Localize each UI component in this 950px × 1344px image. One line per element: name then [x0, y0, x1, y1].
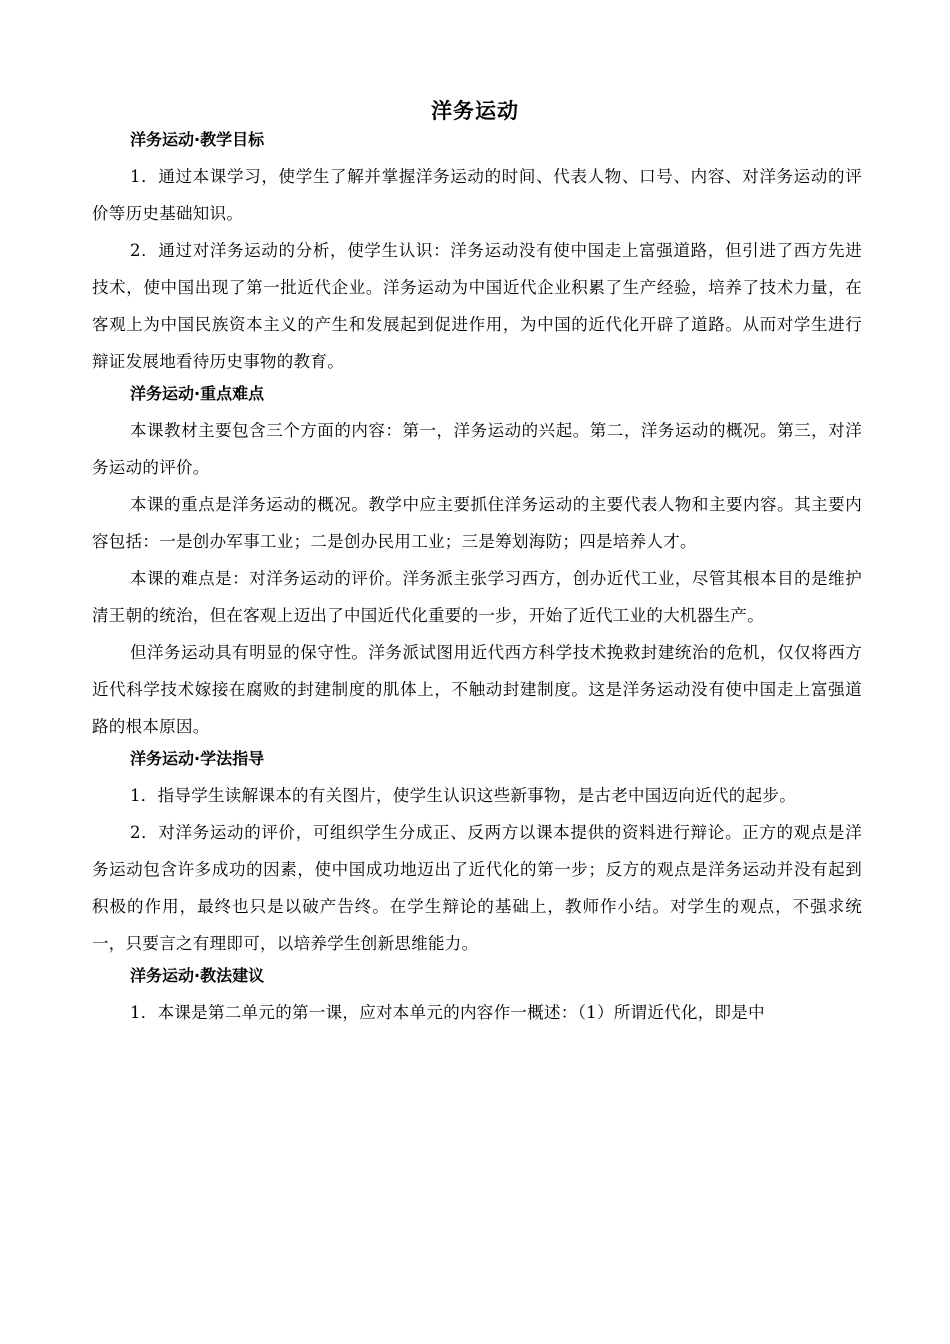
section-heading: 洋务运动·教学目标 — [130, 130, 265, 149]
paragraph: 1．指导学生读解课本的有关图片，使学生认识这些新事物，是古老中国迈向近代的起步。 — [130, 786, 796, 805]
document-title: 洋务运动 — [431, 99, 519, 123]
section-heading: 洋务运动·教法建议 — [130, 966, 265, 985]
paragraph: 本课教材主要包含三个方面的内容：第一，洋务运动的兴起。第二，洋务运动的概况。第三，对洋务运动的评价。 — [92, 421, 862, 477]
section-heading: 洋务运动·重点难点 — [130, 384, 265, 403]
section-learning-guidance — [92, 745, 862, 962]
paragraph: 但洋务运动具有明显的保守性。洋务派试图用近代西方科学技术挽救封建统治的危机，仅仅将西方近代科学技术嫁接在腐败的封建制度的肌体上，不触动封建制度。这是洋务运动没有使中国走上富强道路的根本原因。 — [92, 643, 862, 736]
section-teaching-suggestions — [92, 962, 862, 1031]
paragraph: 本课的难点是：对洋务运动的评价。洋务派主张学习西方，创办近代工业，尽管其根本目的是维护清王朝的统治，但在客观上迈出了中国近代化重要的一步，开始了近代工业的大机器生产。 — [92, 569, 862, 625]
paragraph: 本课的重点是洋务运动的概况。教学中应主要抓住洋务运动的主要代表人物和主要内容。其主要内容包括：一是创办军事工业；二是创办民用工业；三是筹划海防；四是培养人才。 — [92, 495, 862, 551]
section-heading: 洋务运动·学法指导 — [130, 749, 265, 768]
document-body — [92, 126, 862, 1031]
paragraph: 2．对洋务运动的评价，可组织学生分成正、反两方以课本提供的资料进行辩论。正方的观点是洋务运动包含许多成功的因素，使中国成功地迈出了近代化的第一步；反方的观点是洋务运动并没有起到积极的作用，最终也只是以破产告终。在学生辩论的基础上，教师作小结。对学生的观点，不强求统一，只要言之有理即可，以培养学生创新思维能力。 — [92, 823, 862, 953]
paragraph: 2．通过对洋务运动的分析，使学生认识：洋务运动没有使中国走上富强道路，但引进了西方先进技术，使中国出现了第一批近代企业。洋务运动为中国近代企业积累了生产经验，培养了技术力量，在客观上为中国民族资本主义的产生和发展起到促进作用，为中国的近代化开辟了道路。从而对学生进行辩证发展地看待历史事物的教育。 — [92, 241, 862, 371]
paragraph: 1．通过本课学习，使学生了解并掌握洋务运动的时间、代表人物、口号、内容、对洋务运动的评价等历史基础知识。 — [92, 167, 862, 223]
paragraph: 1．本课是第二单元的第一课，应对本单元的内容作一概述：（1）所谓近代化，即是中 — [130, 1003, 765, 1022]
section-teaching-goals — [92, 126, 862, 380]
section-key-points — [92, 380, 862, 745]
